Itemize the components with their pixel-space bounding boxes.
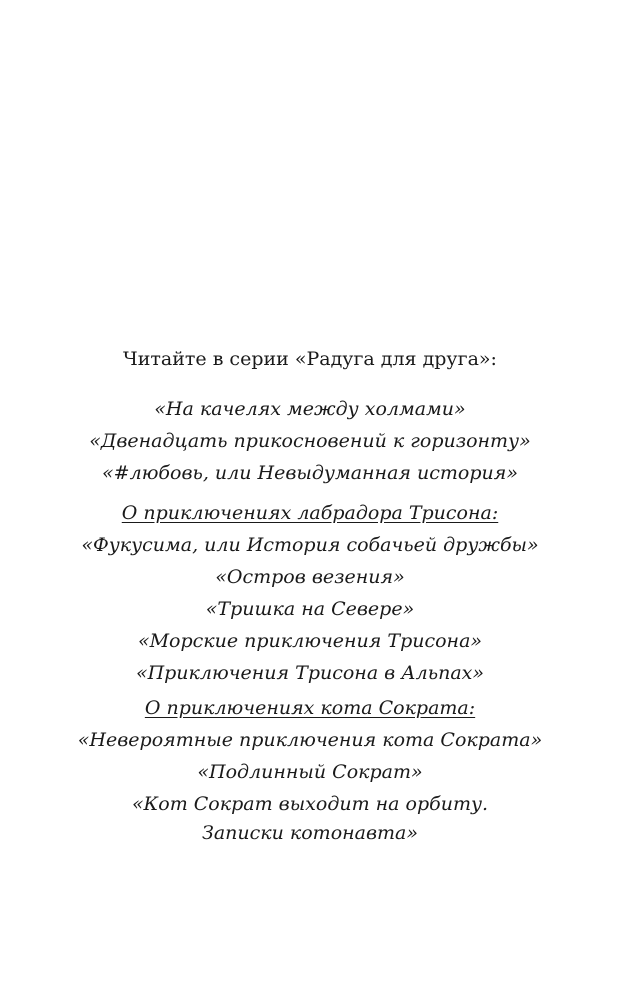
book-title: «Кот Сократ выходит на орбиту. xyxy=(131,793,489,815)
book-title: «#любовь, или Невыдуманная история» xyxy=(102,462,518,484)
book-title-continuation: Записки котонавта» xyxy=(201,822,418,844)
series-group-general xyxy=(0,393,620,489)
book-title: «Морские приключения Трисона» xyxy=(137,630,483,652)
series-group-socrates xyxy=(0,692,620,846)
book-title: «Подлинный Сократ» xyxy=(197,761,423,783)
book-title: «Невероятные приключения кота Сократа» xyxy=(77,729,543,751)
book-title: «Двенадцать прикосновений к горизонту» xyxy=(89,430,531,452)
book-title: «На качелях между холмами» xyxy=(154,398,466,420)
book-title: «Тришка на Севере» xyxy=(205,598,415,620)
book-title: «Приключения Трисона в Альпах» xyxy=(135,662,485,684)
book-title: «Остров везения» xyxy=(215,566,405,588)
group-subheading: О приключениях лабрадора Трисона: xyxy=(121,502,499,524)
group-subheading: О приключениях кота Сократа: xyxy=(144,697,476,719)
series-group-trison xyxy=(0,497,620,689)
series-heading: Читайте в серии «Радуга для друга»: xyxy=(123,348,497,370)
book-title: «Фукусима, или История собачьей дружбы» xyxy=(81,534,539,556)
